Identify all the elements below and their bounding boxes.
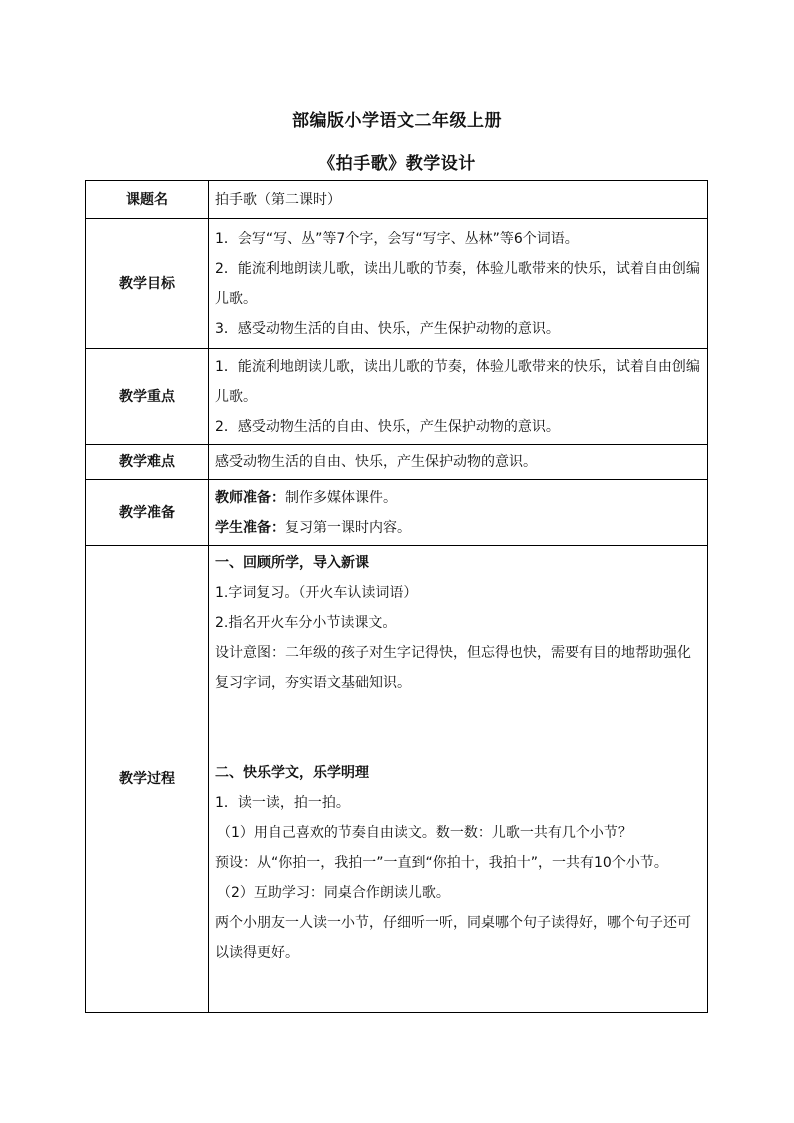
teacher-preparation-text: 制作多媒体课件。 [285, 489, 397, 506]
process-section-title: 二、快乐学文，乐学明理 [215, 765, 369, 781]
student-preparation-text: 复习第一课时内容。 [285, 519, 411, 536]
table-row-preparation [86, 480, 708, 546]
spacer [215, 698, 701, 758]
table-row-objectives [86, 219, 708, 349]
table-row-key-points [86, 349, 708, 445]
student-preparation [215, 513, 701, 543]
row-value-process [209, 546, 708, 1013]
teacher-preparation-label: 教师准备： [215, 489, 285, 506]
teacher-preparation [215, 483, 701, 513]
document-subtitle: 《拍手歌》教学设计 [318, 154, 476, 174]
row-value-key-points [209, 349, 708, 445]
row-label-process: 教学过程 [86, 546, 209, 1013]
process-step: 2.指名开火车分小节读课文。 [215, 615, 397, 631]
objective-item: 1．会写“写、丛”等7个字，会写“写字、丛林”等6个词语。 [215, 230, 579, 247]
design-intent: 设计意图：二年级的孩子对生字记得快，但忘得也快，需要有目的地帮助强化复习字词，夯实语文基础知识。 [215, 645, 691, 691]
process-substep: （2）互助学习：同桌合作朗读儿歌。 [217, 885, 450, 901]
lesson-plan-table [85, 180, 708, 1013]
student-preparation-label: 学生准备： [215, 519, 285, 536]
objective-item: 2．能流利地朗读儿歌，读出儿歌的节奏，体验儿歌带来的快乐，试着自由创编儿歌。 [215, 260, 700, 307]
process-preset: 预设：从“你拍一，我拍一”一直到“你拍十，我拍十”，一共有10个小节。 [215, 855, 668, 871]
row-value-preparation [209, 480, 708, 546]
process-step: 1．读一读，拍一拍。 [215, 795, 350, 811]
table-row-process [86, 546, 708, 1013]
row-label-preparation: 教学准备 [86, 480, 209, 546]
row-value-objectives [209, 219, 708, 349]
key-point-item: 1．能流利地朗读儿歌，读出儿歌的节奏，体验儿歌带来的快乐，试着自由创编儿歌。 [215, 358, 700, 405]
process-substep: （1）用自己喜欢的节奏自由读文。数一数：儿歌一共有几个小节？ [217, 825, 632, 841]
row-label-topic: 课题名 [86, 181, 209, 219]
row-value-topic: 拍手歌（第二课时） [209, 181, 708, 219]
document-title: 部编版小学语文二年级上册 [292, 111, 502, 131]
process-note: 两个小朋友一人读一小节，仔细听一听，同桌哪个句子读得好，哪个句子还可以读得更好。 [215, 915, 691, 961]
objective-item: 3．感受动物生活的自由、快乐，产生保护动物的意识。 [215, 320, 560, 337]
process-step: 1.字词复习。（开火车认读词语） [215, 585, 418, 601]
key-point-item: 2．感受动物生活的自由、快乐，产生保护动物的意识。 [215, 418, 560, 435]
table-row-difficulty [86, 445, 708, 480]
process-section-title: 一、回顾所学，导入新课 [215, 555, 369, 571]
row-value-difficulty: 感受动物生活的自由、快乐，产生保护动物的意识。 [209, 445, 708, 480]
row-label-difficulty: 教学难点 [86, 445, 209, 480]
row-label-key-points: 教学重点 [86, 349, 209, 445]
row-label-objectives: 教学目标 [86, 219, 209, 349]
table-row-topic [86, 181, 708, 219]
